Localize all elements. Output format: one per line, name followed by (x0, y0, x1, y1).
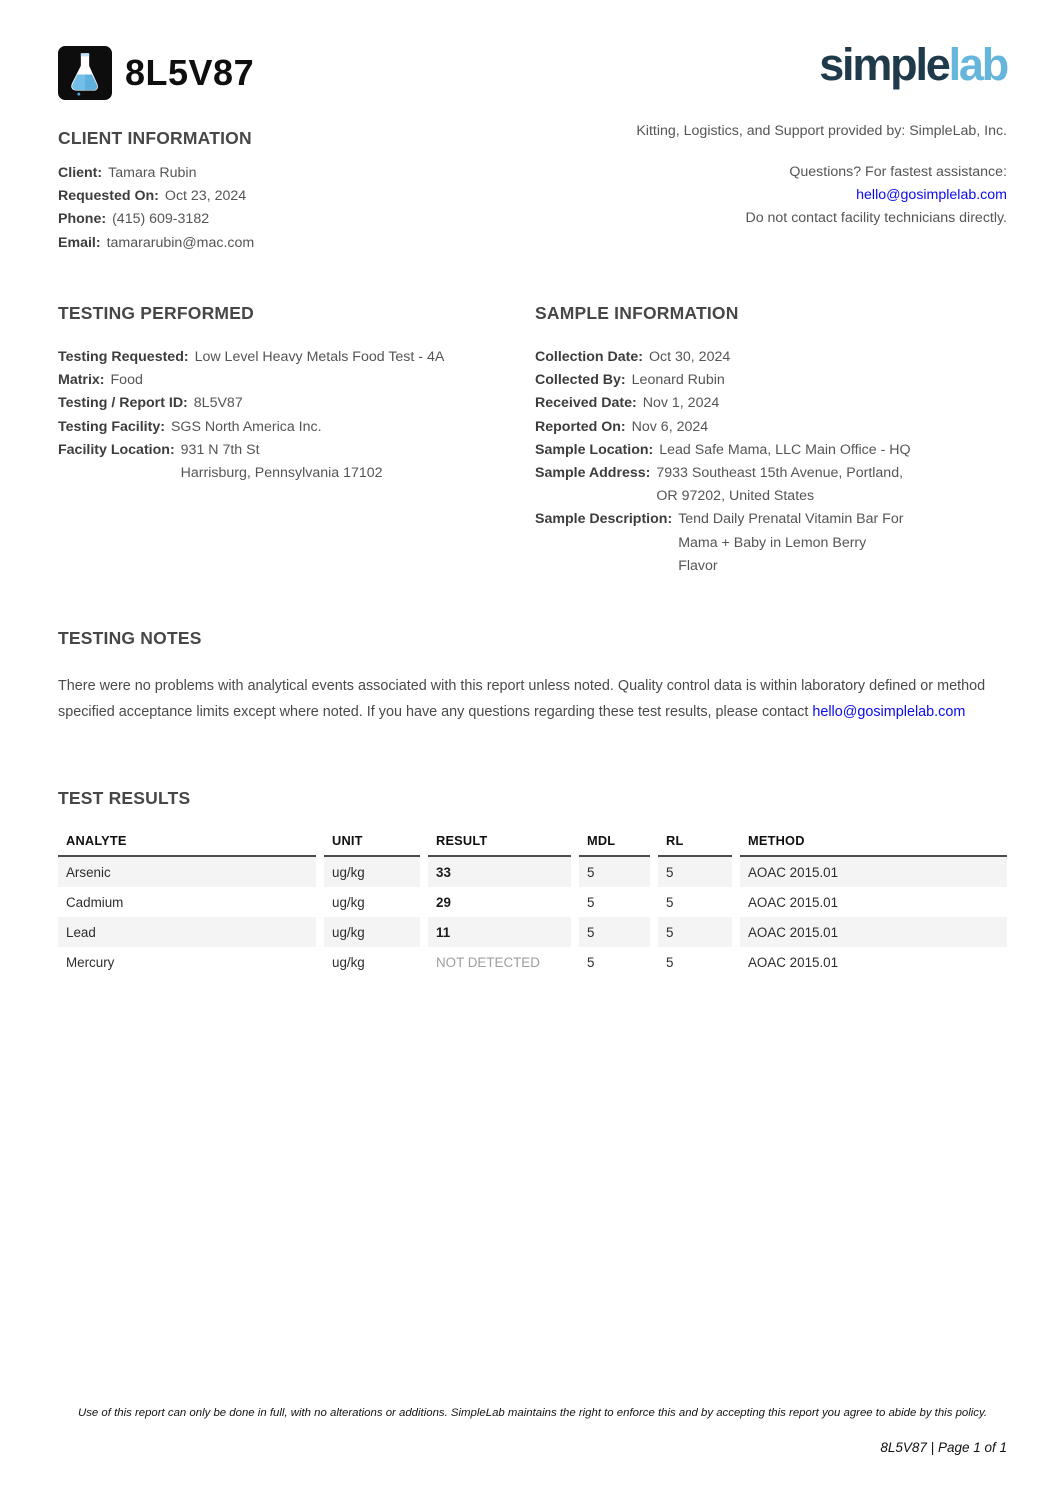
testing-facility-value: SGS North America Inc. (170, 418, 322, 435)
testing-report-id-row (58, 392, 535, 415)
mdl-cell: 5 (579, 857, 650, 887)
test-results-title: TEST RESULTS (58, 788, 191, 808)
simplelab-logo (819, 40, 1007, 90)
sample-address-value: 7933 Southeast 15th Avenue, Portland, OR 97202, United States (656, 465, 904, 505)
sample-location-row (535, 439, 1007, 462)
requested-on-value: Oct 23, 2024 (164, 188, 247, 205)
requested-on-label: Requested On: (58, 188, 159, 205)
rl-cell: 5 (658, 917, 732, 947)
sample-description-label: Sample Description: (535, 511, 673, 528)
testing-notes-title: TESTING NOTES (58, 628, 202, 648)
brand-lab-text: lab (948, 39, 1007, 90)
questions-line: Questions? For fastest assistance: (789, 164, 1007, 180)
test-results-section (58, 788, 1007, 977)
col-result: RESULT (428, 829, 571, 857)
table-row (58, 917, 1007, 947)
sample-description-row (535, 508, 1007, 578)
matrix-row (58, 369, 535, 392)
report-logo-row (58, 46, 254, 100)
collected-by-label: Collected By: (535, 372, 626, 389)
mdl-cell: 5 (587, 954, 595, 970)
testing-requested-label: Testing Requested: (58, 349, 189, 365)
facility-location-value: 931 N 7th St Harrisburg, Pennsylvania 17102 (180, 441, 383, 482)
testing-notes-text (58, 673, 1010, 725)
reported-on-label: Reported On: (535, 418, 626, 435)
testing-facility-label: Testing Facility: (58, 418, 165, 435)
collection-date-row (535, 346, 1007, 369)
method-cell: AOAC 2015.01 (740, 857, 1007, 887)
email-label: Email: (58, 234, 101, 251)
method-cell: AOAC 2015.01 (748, 894, 839, 910)
method-cell: AOAC 2015.01 (740, 917, 1007, 947)
method-cell: AOAC 2015.01 (748, 954, 839, 970)
col-unit: UNIT (324, 829, 420, 857)
matrix-value: Food (110, 372, 143, 389)
report-id-title: 8L5V87 (125, 52, 255, 93)
sample-information-title: SAMPLE INFORMATION (535, 303, 739, 323)
analyte-cell: Lead (58, 917, 316, 947)
col-method: METHOD (740, 829, 1007, 857)
requested-on-row (58, 185, 518, 208)
sample-location-label: Sample Location: (535, 441, 654, 458)
rl-cell: 5 (666, 894, 674, 910)
collection-date-label: Collection Date: (535, 349, 643, 365)
client-email-link[interactable]: tamararubin@mac.com (106, 234, 255, 251)
col-analyte: ANALYTE (58, 829, 316, 857)
result-cell: 29 (436, 894, 451, 910)
rl-cell: 5 (666, 954, 674, 970)
page-number: 8L5V87 | Page 1 of 1 (880, 1440, 1007, 1455)
analyte-cell: Arsenic (58, 857, 316, 887)
table-row (58, 857, 1007, 887)
collection-date-value: Oct 30, 2024 (649, 349, 731, 365)
client-row (58, 162, 518, 185)
client-value: Tamara Rubin (108, 165, 197, 181)
collected-by-row (535, 369, 1007, 392)
received-date-label: Received Date: (535, 395, 637, 412)
rl-cell: 5 (658, 857, 732, 887)
sample-address-label: Sample Address: (535, 465, 651, 482)
unit-cell: ug/kg (332, 954, 365, 970)
sample-address-row (535, 462, 1007, 508)
testing-requested-row (58, 346, 535, 369)
sample-information-section (535, 303, 1007, 578)
no-contact-line: Do not contact facility technicians directly. (745, 210, 1007, 226)
table-row (58, 947, 1007, 977)
reported-on-value: Nov 6, 2024 (631, 418, 709, 435)
received-date-value: Nov 1, 2024 (642, 395, 720, 412)
unit-cell: ug/kg (332, 894, 365, 910)
testing-requested-value: Low Level Heavy Metals Food Test - 4A (194, 349, 445, 365)
client-information-section (58, 128, 518, 255)
support-contact-block (447, 120, 1007, 230)
collected-by-value: Leonard Rubin (631, 372, 725, 389)
testing-performed-section (58, 303, 535, 578)
testing-sample-columns (58, 303, 1007, 578)
phone-value: (415) 609-3182 (112, 211, 210, 228)
analyte-cell: Mercury (66, 954, 115, 970)
usage-policy-text: Use of this report can only be done in full, with no alterations or additions. SimpleLab maintains the right to enforce this and by accepting this report you agree to abide by this policy. (77, 1407, 988, 1419)
phone-label: Phone: (58, 211, 107, 228)
results-table (50, 829, 1015, 977)
col-rl: RL (658, 829, 732, 857)
phone-row (58, 208, 518, 231)
result-cell: 11 (428, 917, 571, 947)
results-header-row (58, 829, 1007, 857)
flask-icon (58, 46, 112, 100)
mdl-cell: 5 (587, 894, 595, 910)
support-email-link[interactable]: hello@gosimplelab.com (856, 187, 1007, 203)
client-label: Client: (58, 165, 103, 181)
facility-location-row (58, 439, 535, 485)
kitting-line: Kitting, Logistics, and Support provided by: SimpleLab, Inc. (636, 123, 1007, 139)
analyte-cell: Cadmium (66, 894, 124, 910)
matrix-label: Matrix: (58, 372, 105, 389)
email-row (58, 232, 518, 255)
reported-on-row (535, 416, 1007, 439)
table-row (58, 887, 1007, 917)
sample-location-value: Lead Safe Mama, LLC Main Office - HQ (659, 441, 911, 458)
facility-location-label: Facility Location: (58, 441, 175, 458)
result-cell-not-detected: NOT DETECTED (436, 954, 540, 970)
col-mdl: MDL (579, 829, 650, 857)
result-cell: 33 (428, 857, 571, 887)
testing-notes-section (58, 628, 1010, 725)
notes-email-link[interactable]: hello@gosimplelab.com (812, 704, 966, 720)
received-date-row (535, 392, 1007, 415)
testing-facility-row (58, 416, 535, 439)
unit-cell: ug/kg (324, 917, 420, 947)
testing-report-id-label: Testing / Report ID: (58, 395, 188, 412)
client-information-title: CLIENT INFORMATION (58, 128, 252, 148)
testing-notes-body: There were no problems with analytical events associated with this report unless noted. Quality control data is within laboratory defined or method specified acceptance limits except where noted. If you have any questions regarding these test results, please contact (58, 678, 986, 720)
unit-cell: ug/kg (324, 857, 420, 887)
testing-report-id-value: 8L5V87 (193, 395, 243, 412)
testing-performed-title: TESTING PERFORMED (58, 303, 254, 323)
mdl-cell: 5 (579, 917, 650, 947)
brand-simple-text: simple (819, 39, 949, 90)
sample-description-value: Tend Daily Prenatal Vitamin Bar For Mama + Baby in Lemon Berry Flavor (678, 511, 904, 574)
